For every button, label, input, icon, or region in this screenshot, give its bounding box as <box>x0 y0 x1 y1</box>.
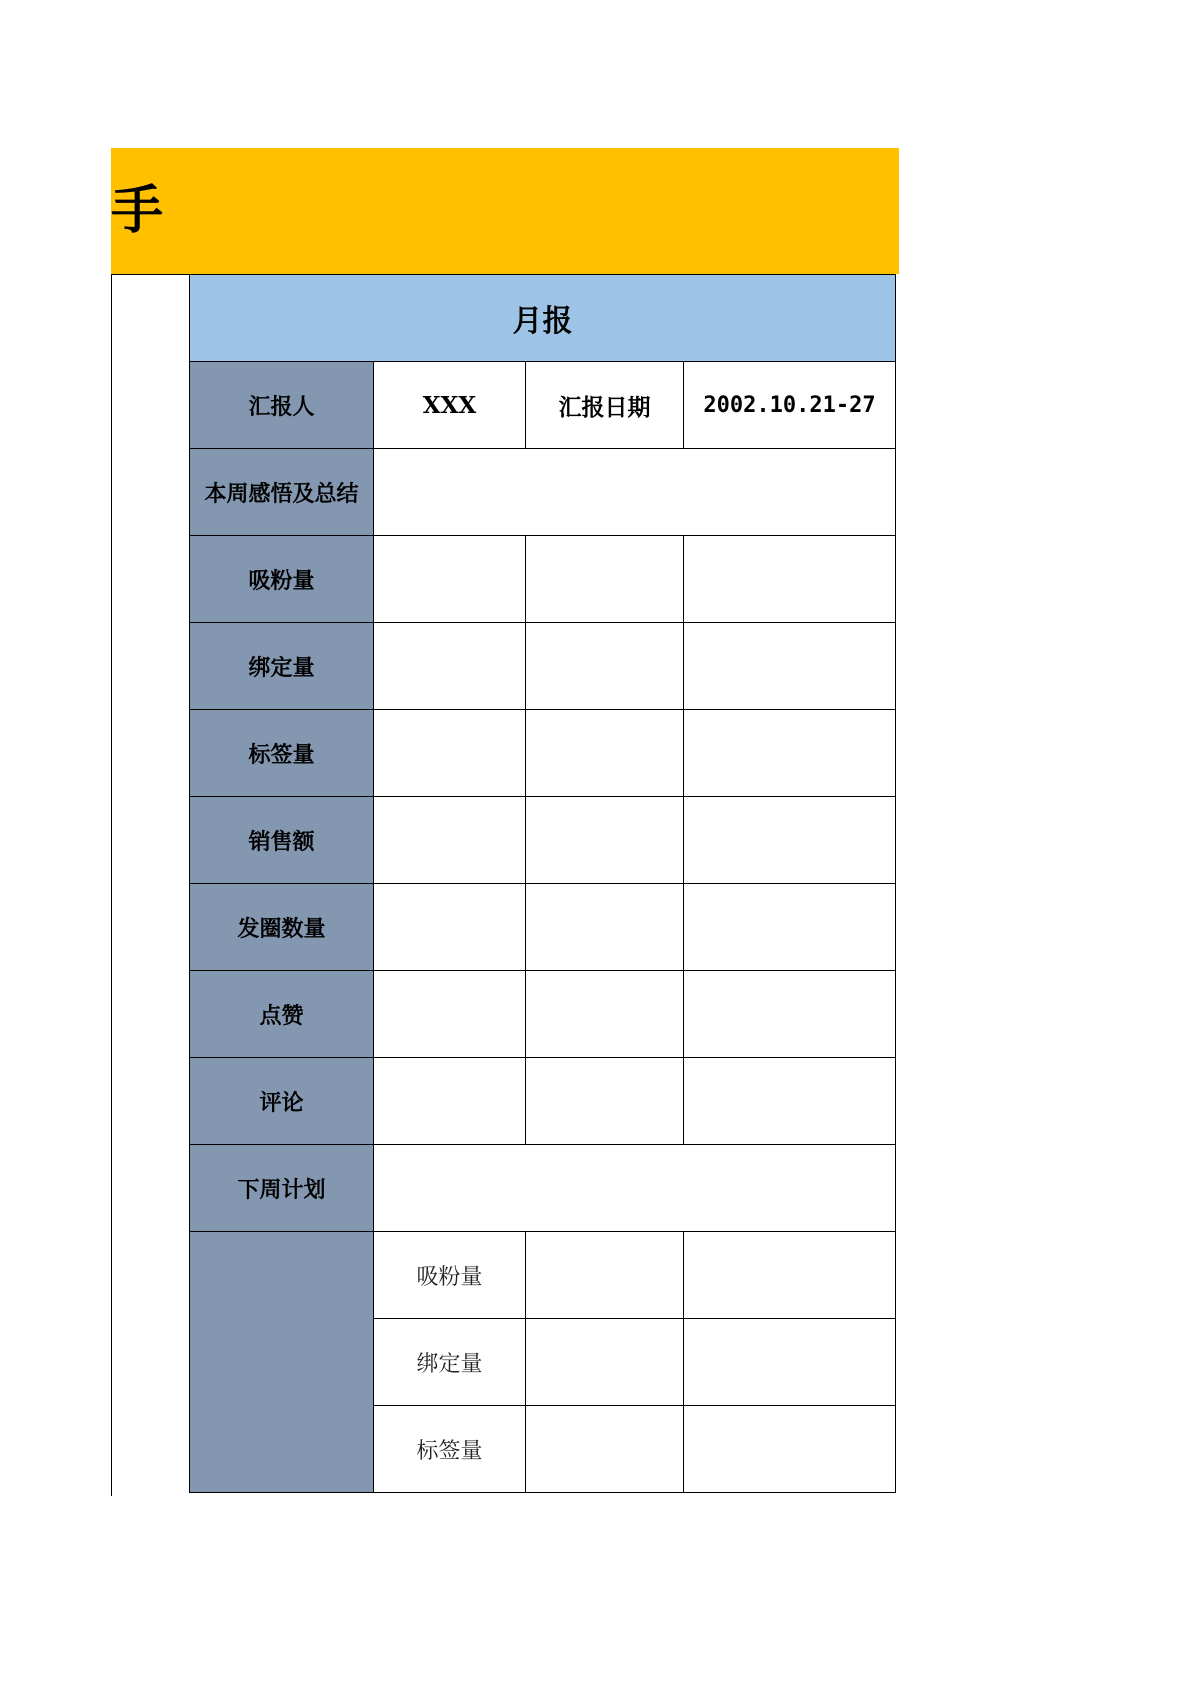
plan-row <box>190 1232 896 1319</box>
metric-row <box>190 1058 896 1145</box>
metric-cell[interactable] <box>684 1058 896 1145</box>
left-margin-frame <box>111 274 189 1496</box>
next-week-input-cell[interactable] <box>374 1145 896 1232</box>
metric-cell[interactable] <box>374 884 526 971</box>
reporter-row <box>190 362 896 449</box>
plan-cell[interactable] <box>684 1232 896 1319</box>
next-week-row <box>190 1145 896 1232</box>
metric-cell[interactable] <box>374 536 526 623</box>
report-heading: 月报 <box>190 275 896 362</box>
metric-cell[interactable] <box>684 536 896 623</box>
metric-cell[interactable] <box>374 797 526 884</box>
summary-row <box>190 449 896 536</box>
plan-item-label: 吸粉量 <box>374 1232 526 1319</box>
metric-cell[interactable] <box>526 971 684 1058</box>
metric-label: 标签量 <box>190 710 374 797</box>
metric-cell[interactable] <box>684 884 896 971</box>
metric-cell[interactable] <box>684 623 896 710</box>
metric-label: 发圈数量 <box>190 884 374 971</box>
plan-cell[interactable] <box>684 1319 896 1406</box>
metric-row <box>190 797 896 884</box>
metric-cell[interactable] <box>526 884 684 971</box>
title-banner <box>111 148 899 274</box>
metric-cell[interactable] <box>526 536 684 623</box>
next-week-label: 下周计划 <box>190 1145 374 1232</box>
plan-cell[interactable] <box>526 1319 684 1406</box>
metric-cell[interactable] <box>374 971 526 1058</box>
plan-cell[interactable] <box>526 1232 684 1319</box>
metric-label: 绑定量 <box>190 623 374 710</box>
summary-label: 本周感悟及总结 <box>190 449 374 536</box>
plan-item-label: 标签量 <box>374 1406 526 1493</box>
reporter-label: 汇报人 <box>190 362 374 449</box>
metric-cell[interactable] <box>526 623 684 710</box>
report-date-value-cell[interactable]: 2002.10.21-27 <box>684 362 896 449</box>
reporter-value-cell[interactable]: XXX <box>374 362 526 449</box>
metric-row <box>190 710 896 797</box>
metric-label: 吸粉量 <box>190 536 374 623</box>
metric-cell[interactable] <box>374 710 526 797</box>
metric-cell[interactable] <box>374 623 526 710</box>
metric-cell[interactable] <box>526 1058 684 1145</box>
report-heading-row <box>190 275 896 362</box>
plan-label-block <box>190 1232 374 1493</box>
metric-cell[interactable] <box>526 797 684 884</box>
metric-cell[interactable] <box>526 710 684 797</box>
plan-cell[interactable] <box>526 1406 684 1493</box>
plan-item-label: 绑定量 <box>374 1319 526 1406</box>
metric-row <box>190 623 896 710</box>
metric-cell[interactable] <box>374 1058 526 1145</box>
metric-row <box>190 536 896 623</box>
metric-row <box>190 884 896 971</box>
monthly-report-table <box>189 274 896 1493</box>
plan-cell[interactable] <box>684 1406 896 1493</box>
metric-cell[interactable] <box>684 710 896 797</box>
summary-input-cell[interactable] <box>374 449 896 536</box>
metric-cell[interactable] <box>684 797 896 884</box>
metric-label: 评论 <box>190 1058 374 1145</box>
metric-label: 销售额 <box>190 797 374 884</box>
banner-title: 手 <box>111 181 164 241</box>
metric-label: 点赞 <box>190 971 374 1058</box>
metric-row <box>190 971 896 1058</box>
metric-cell[interactable] <box>684 971 896 1058</box>
report-date-label: 汇报日期 <box>526 362 684 449</box>
